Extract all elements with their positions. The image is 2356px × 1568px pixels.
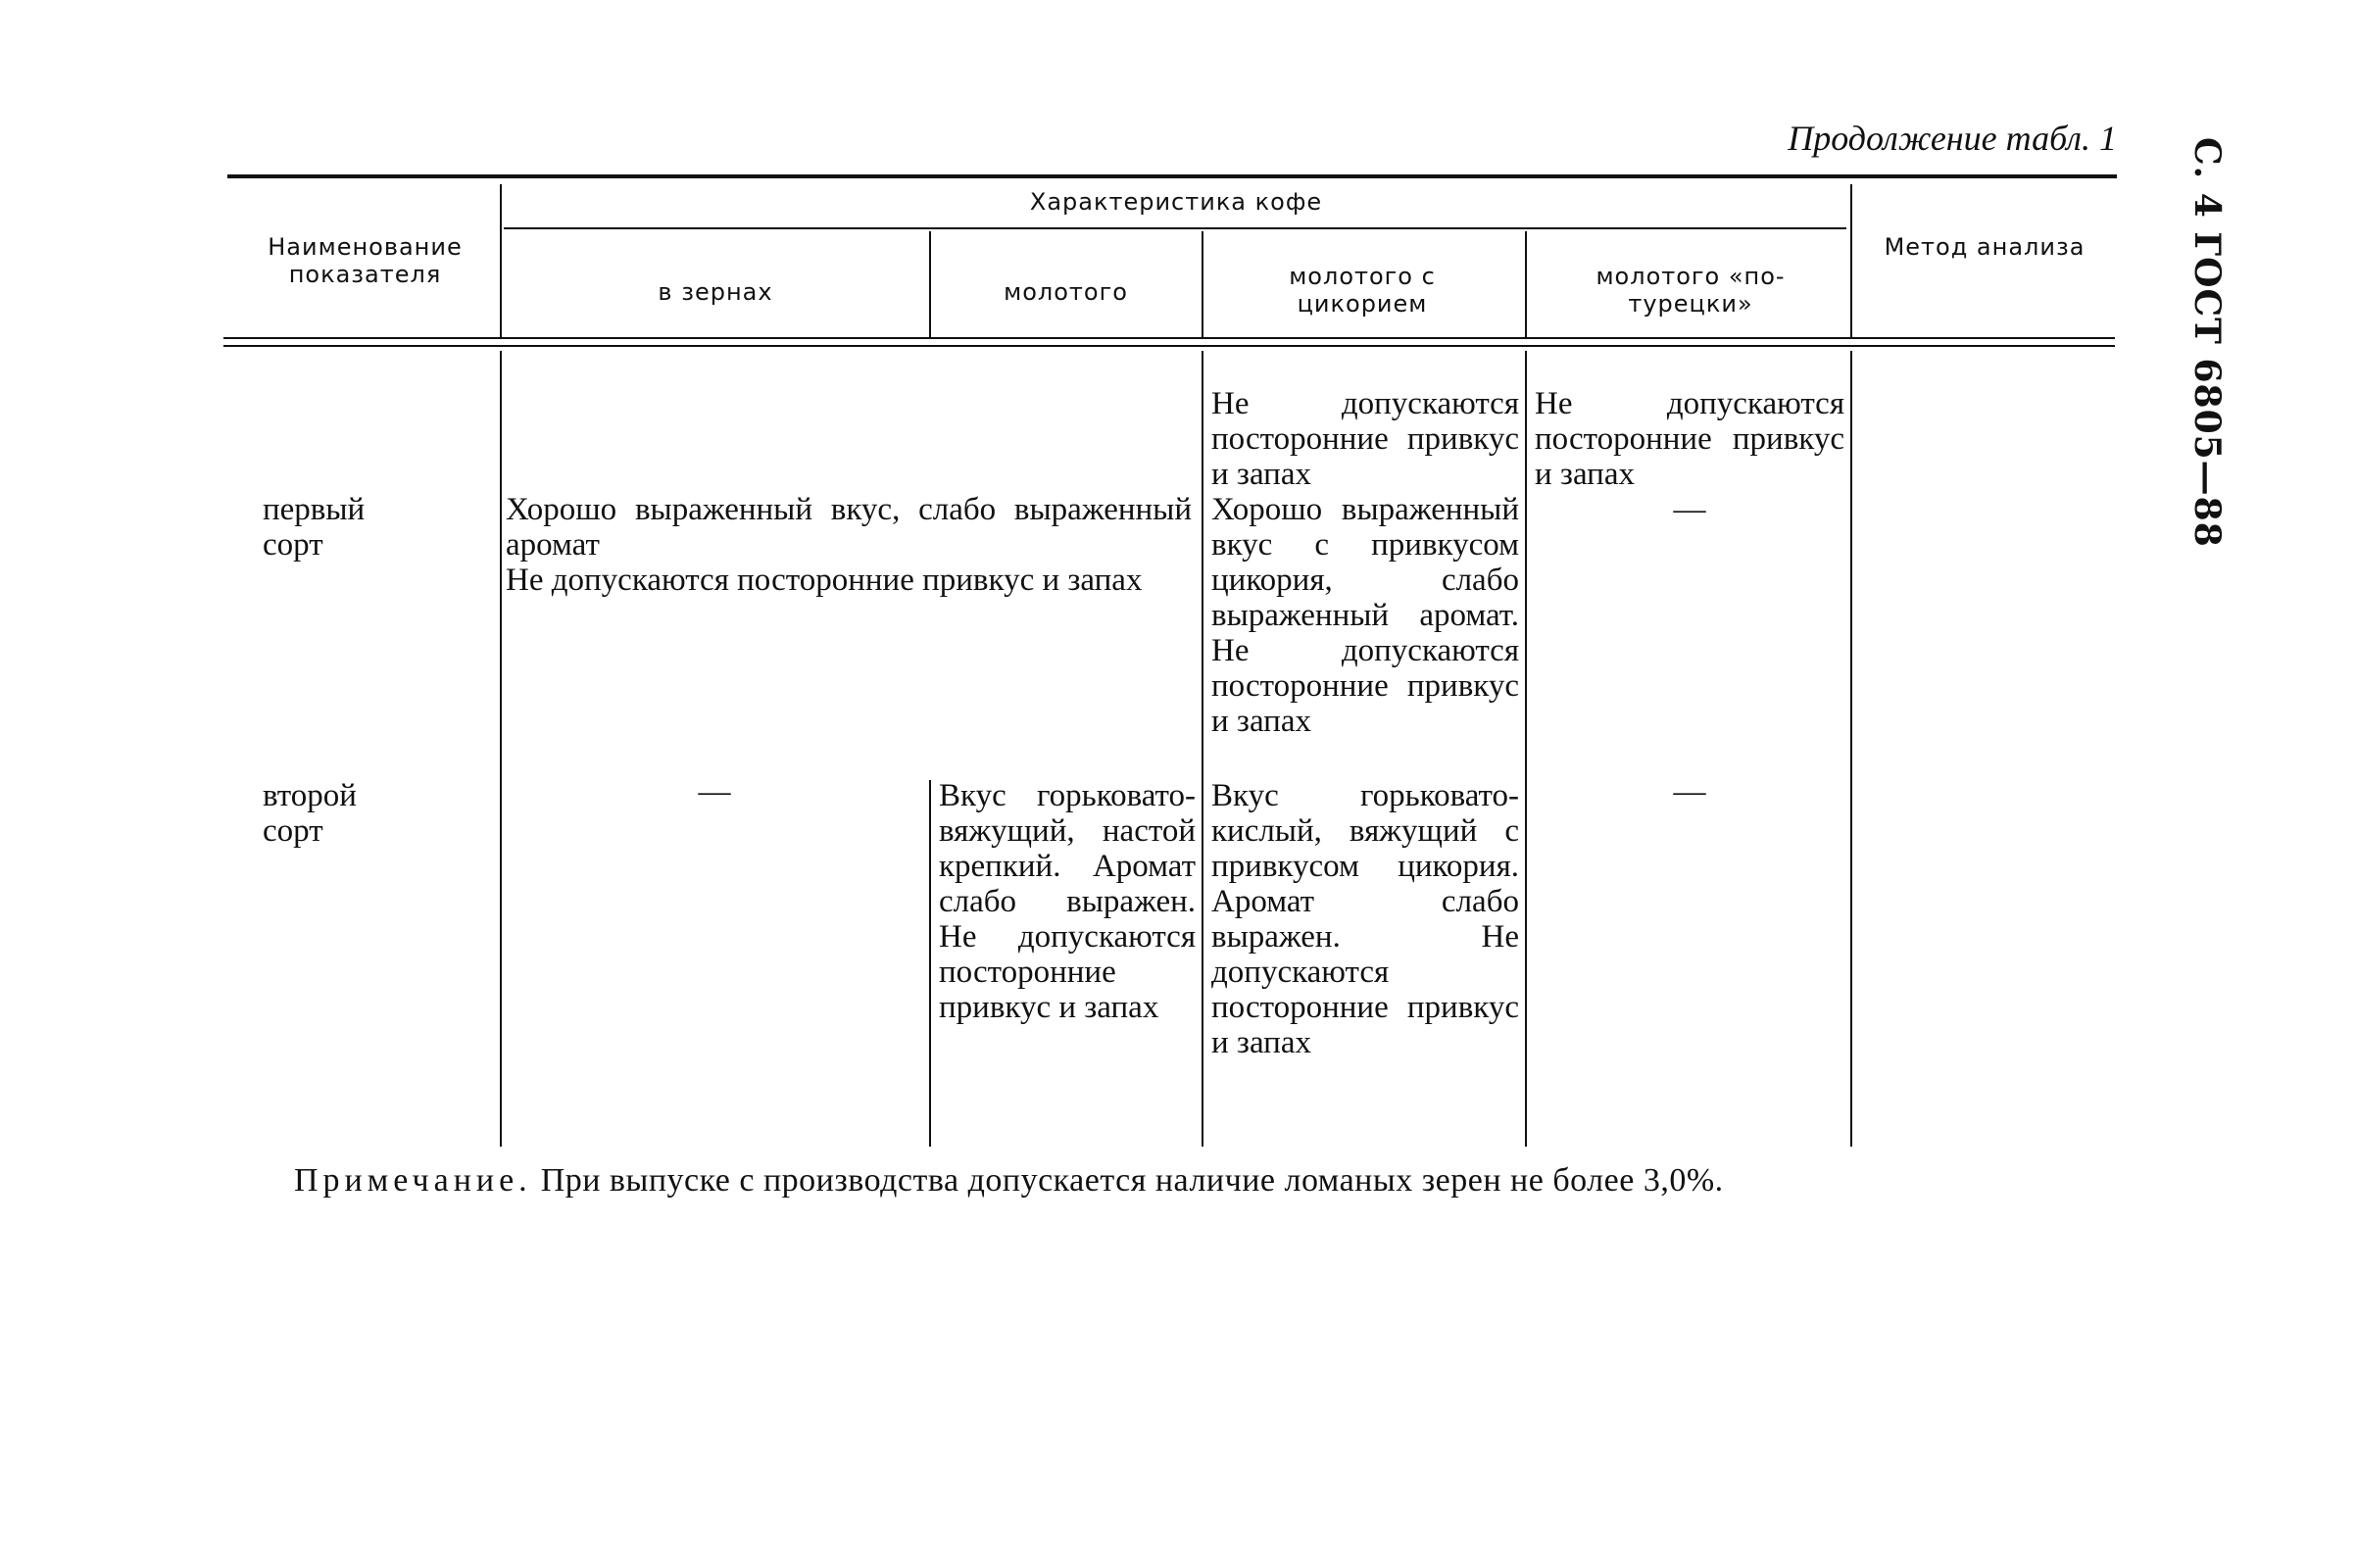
note-text: При выпуске с производства допускается наличие ломаных зерен не более 3,0%. — [540, 1162, 1724, 1199]
first-turkish-preamble: Не допускаются посторонние привкус и запах — [1535, 386, 1844, 492]
body-divider — [929, 780, 931, 1147]
table-note — [294, 1162, 2078, 1200]
note-label: Примечание. — [294, 1162, 532, 1199]
header-divider — [1525, 231, 1527, 339]
group-header-rule — [504, 227, 1846, 229]
header-group: Характеристика кофе — [1029, 188, 1323, 216]
row-label-second-grade: второй сорт — [263, 778, 357, 849]
header-col-ground: молотого — [1004, 278, 1128, 306]
first-chicory-description: Хорошо выраженный вкус с привкусом цикория, слабо выраженный аромат. Не допускаются посторонние привкус и запах — [1211, 492, 1519, 739]
body-divider — [1525, 351, 1527, 1147]
header-divider — [929, 231, 931, 339]
header-col-beans: в зернах — [658, 278, 773, 306]
first-merged-description: Хорошо выраженный вкус, слабо выраженный аромат — [506, 492, 1192, 563]
header-indicator: Наименование показателя — [268, 233, 463, 288]
header-bottom-rule-1 — [223, 337, 2115, 339]
body-divider — [1850, 351, 1852, 1147]
standard-number: С. 4 ГОСТ 6805—88 — [2186, 137, 2228, 548]
table-top-rule — [227, 174, 2117, 178]
first-merged-restriction: Не допускаются посторонние привкус и запах — [506, 563, 1143, 598]
row-label-first-grade: первый сорт — [263, 492, 366, 563]
second-chicory-description: Вкус горьковато-кислый, вяжущий с привкусом цикория. Аромат слабо выражен. Не допускаются посторонние привкус и запах — [1211, 778, 1519, 1060]
header-bottom-rule-2 — [223, 345, 2115, 347]
first-chicory-preamble: Не допускаются посторонние привкус и запах — [1211, 386, 1519, 492]
header-divider — [500, 184, 502, 339]
first-turkish-dash: — — [1673, 492, 1706, 527]
body-divider — [500, 351, 502, 1147]
second-turkish-dash: — — [1673, 774, 1706, 809]
second-beans-dash: — — [698, 774, 731, 809]
page-standard-label — [2151, 137, 2239, 548]
header-divider — [1850, 184, 1852, 339]
body-divider — [1202, 351, 1203, 1147]
table-continuation-caption: Продолжение табл. 1 — [1788, 119, 2117, 158]
header-col-turkish: молотого «по-турецки» — [1595, 263, 1786, 318]
header-divider — [1202, 231, 1203, 339]
second-ground-description: Вкус горьковато-вяжущий, настой крепкий. Аромат слабо выражен. Не допускаются посторонние привкус и запах — [939, 778, 1196, 1025]
header-col-chicory: молотого с цикорием — [1289, 263, 1436, 318]
header-method: Метод анализа — [1884, 233, 2086, 261]
